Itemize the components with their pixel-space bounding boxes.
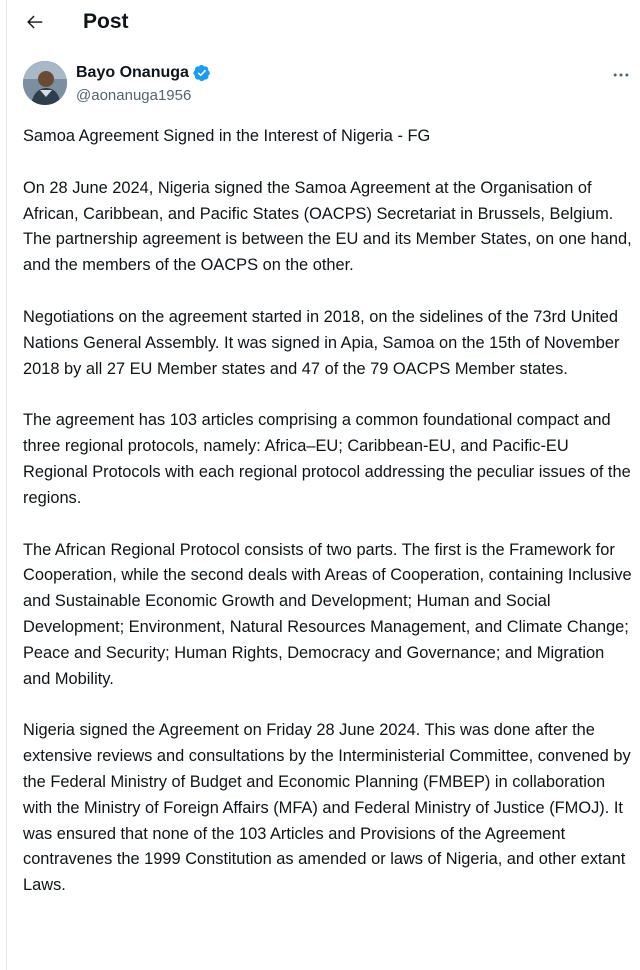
left-border-divider <box>6 0 7 970</box>
top-navigation-bar <box>0 0 640 44</box>
post-text <box>23 124 635 925</box>
post-author-row <box>0 58 640 110</box>
page-title: Post <box>83 10 129 33</box>
more-options-button[interactable] <box>608 62 634 88</box>
author-avatar[interactable] <box>23 61 67 105</box>
user-avatar-icon <box>23 61 67 105</box>
arrow-left-icon <box>24 11 46 33</box>
author-name-group <box>76 63 211 83</box>
post-paragraph: The agreement has 103 articles comprising a common foundational compact and three regional protocols, namely: Africa–EU; Caribbean-EU, and Pacific-EU Regional Protocols with each regional protocol addressing the peculiar issues of the regions. <box>23 411 631 507</box>
author-name[interactable]: Bayo Onanuga <box>76 64 189 81</box>
back-button[interactable] <box>22 9 48 35</box>
author-handle[interactable]: @aonanuga1956 <box>76 87 192 104</box>
post-paragraph: On 28 June 2024, Nigeria signed the Samoa Agreement at the Organisation of African, Caribbean, and Pacific States (OACPS) Secretariat in Brussels, Belgium. The partnership agreement is between the EU and its Member States, on one hand, and the members of the OACPS on the other. <box>23 178 632 275</box>
post-headline: Samoa Agreement Signed in the Interest of Nigeria - FG <box>23 127 431 145</box>
post-paragraph: The African Regional Protocol consists of two parts. The first is the Framework for Cooperation, while the second deals with Areas of Cooperation, containing Inclusive and Sustainable Economic Growth and Development; Human and Social Development; Environment, Natural Resources Management, and Climate Change; Peace and Security; Human Rights, Democracy and Governance; and Migration and Mobility. <box>23 540 632 688</box>
post-paragraph: Negotiations on the agreement started in 2018, on the sidelines of the 73rd United Nations General Assembly. It was signed in Apia, Samoa on the 15th of November 2018 by all 27 EU Member states and 47 of the 79 OACPS Member states. <box>23 307 620 378</box>
post-paragraph: Nigeria signed the Agreement on Friday 28 June 2024. This was done after the extensive reviews and consultations by the Interministerial Committee, convened by the Federal Ministry of Budget and Economic Planning (FMBEP) in collaboration with the Ministry of Foreign Affairs (MFA) and Federal Ministry of Justice (FMOJ). It was ensured that none of the 103 Articles and Provisions of the Agreement contravenes the 1999 Constitution as amended or laws of Nigeria, and other extant Laws. <box>23 721 631 895</box>
verified-badge-icon <box>193 64 211 82</box>
more-horizontal-icon <box>611 65 631 85</box>
